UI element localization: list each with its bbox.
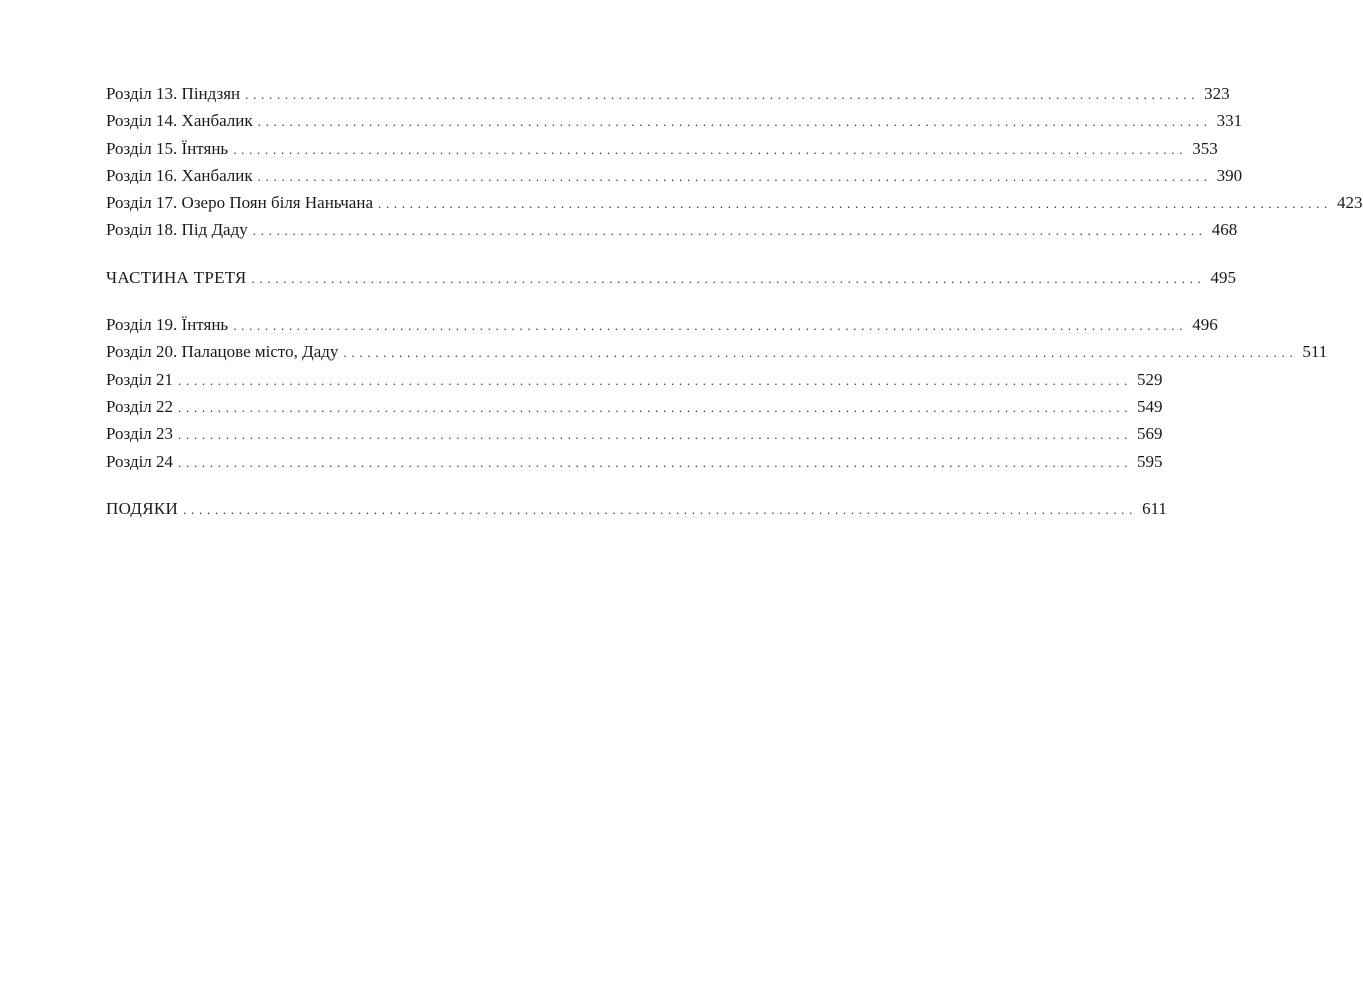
toc-entry-page-number: 496 — [1192, 315, 1218, 335]
toc-entry-chapter-17 — [106, 189, 1363, 216]
dot-leader: ........................................................................................................................ — [343, 345, 1298, 361]
dot-leader: ........................................................................................................................ — [178, 372, 1133, 388]
toc-entry-label: Розділ 23 — [106, 424, 174, 444]
toc-entry-chapter-20 — [106, 338, 1328, 365]
toc-entry-acknowledgements — [106, 495, 1167, 522]
toc-entry-label: Розділ 21 — [106, 369, 174, 389]
toc-group-acknowledgements — [106, 495, 1167, 522]
toc-entry-label: Розділ 18. Під Даду — [106, 220, 248, 240]
toc-entry-chapter-21 — [106, 366, 1163, 393]
dot-leader: ........................................................................................................................ — [178, 454, 1133, 470]
toc-entry-page-number: 423 — [1337, 193, 1363, 213]
toc-entry-label: Розділ 16. Ханбалик — [106, 165, 253, 185]
toc-entry-label: ПОДЯКИ — [106, 498, 179, 518]
dot-leader: ........................................................................................................................ — [257, 168, 1212, 184]
toc-entry-label: Розділ 14. Ханбалик — [106, 111, 253, 131]
dot-leader: ........................................................................................................................ — [257, 114, 1212, 130]
dot-leader: ........................................................................................................................ — [178, 427, 1133, 443]
toc-entry-chapter-18 — [106, 216, 1238, 243]
toc-entry-chapter-14 — [106, 107, 1243, 134]
toc-entry-page-number: 511 — [1302, 342, 1328, 362]
toc-entry-part-three — [106, 264, 1236, 291]
dot-leader: ........................................................................................................................ — [251, 270, 1206, 286]
toc-group-part-three-heading — [106, 264, 1236, 291]
toc-entry-chapter-13 — [106, 80, 1230, 107]
dot-leader: ........................................................................................................................ — [245, 87, 1200, 102]
toc-entry-label: Розділ 17. Озеро Поян біля Наньчана — [106, 193, 373, 213]
dot-leader: ........................................................................................................................ — [183, 501, 1138, 517]
toc-entry-page-number: 569 — [1137, 424, 1163, 444]
toc-entry-chapter-15 — [106, 135, 1218, 162]
dot-leader: ........................................................................................................................ — [178, 399, 1133, 415]
toc-entry-label: Розділ 20. Палацове місто, Даду — [106, 342, 339, 362]
toc-entry-label: Розділ 13. Піндзян — [106, 84, 241, 103]
dot-leader: ........................................................................................................................ — [233, 141, 1188, 157]
toc-entry-page-number: 611 — [1142, 498, 1167, 518]
toc-entry-label: Розділ 22 — [106, 396, 174, 416]
dot-leader: ........................................................................................................................ — [252, 223, 1207, 239]
toc-entry-page-number: 529 — [1137, 369, 1163, 389]
toc-entry-page-number: 549 — [1137, 396, 1163, 416]
toc-entry-page-number: 353 — [1192, 138, 1218, 158]
toc-entry-chapter-24 — [106, 448, 1163, 475]
toc-entry-page-number: 595 — [1137, 451, 1163, 471]
toc-entry-label: ЧАСТИНА ТРЕТЯ — [106, 267, 247, 287]
toc-group-part-two-chapters — [106, 80, 1363, 244]
dot-leader: ........................................................................................................................ — [233, 318, 1188, 334]
toc-entry-chapter-16 — [106, 162, 1243, 189]
dot-leader: ........................................................................................................................ — [378, 196, 1332, 212]
toc-entry-chapter-22 — [106, 393, 1163, 420]
toc-group-part-three-chapters — [106, 311, 1328, 475]
toc-entry-label: Розділ 15. Їнтянь — [106, 138, 229, 158]
toc-entry-chapter-23 — [106, 420, 1163, 447]
toc-entry-page-number: 468 — [1211, 220, 1238, 240]
toc-entry-label: Розділ 24 — [106, 451, 174, 471]
toc-entry-chapter-19 — [106, 311, 1218, 338]
toc-entry-page-number: 331 — [1216, 111, 1243, 131]
toc-entry-page-number: 323 — [1204, 84, 1230, 103]
toc-entry-label: Розділ 19. Їнтянь — [106, 315, 229, 335]
toc-entry-page-number: 495 — [1210, 267, 1236, 287]
table-of-contents — [106, 80, 1363, 522]
toc-entry-page-number: 390 — [1216, 165, 1243, 185]
